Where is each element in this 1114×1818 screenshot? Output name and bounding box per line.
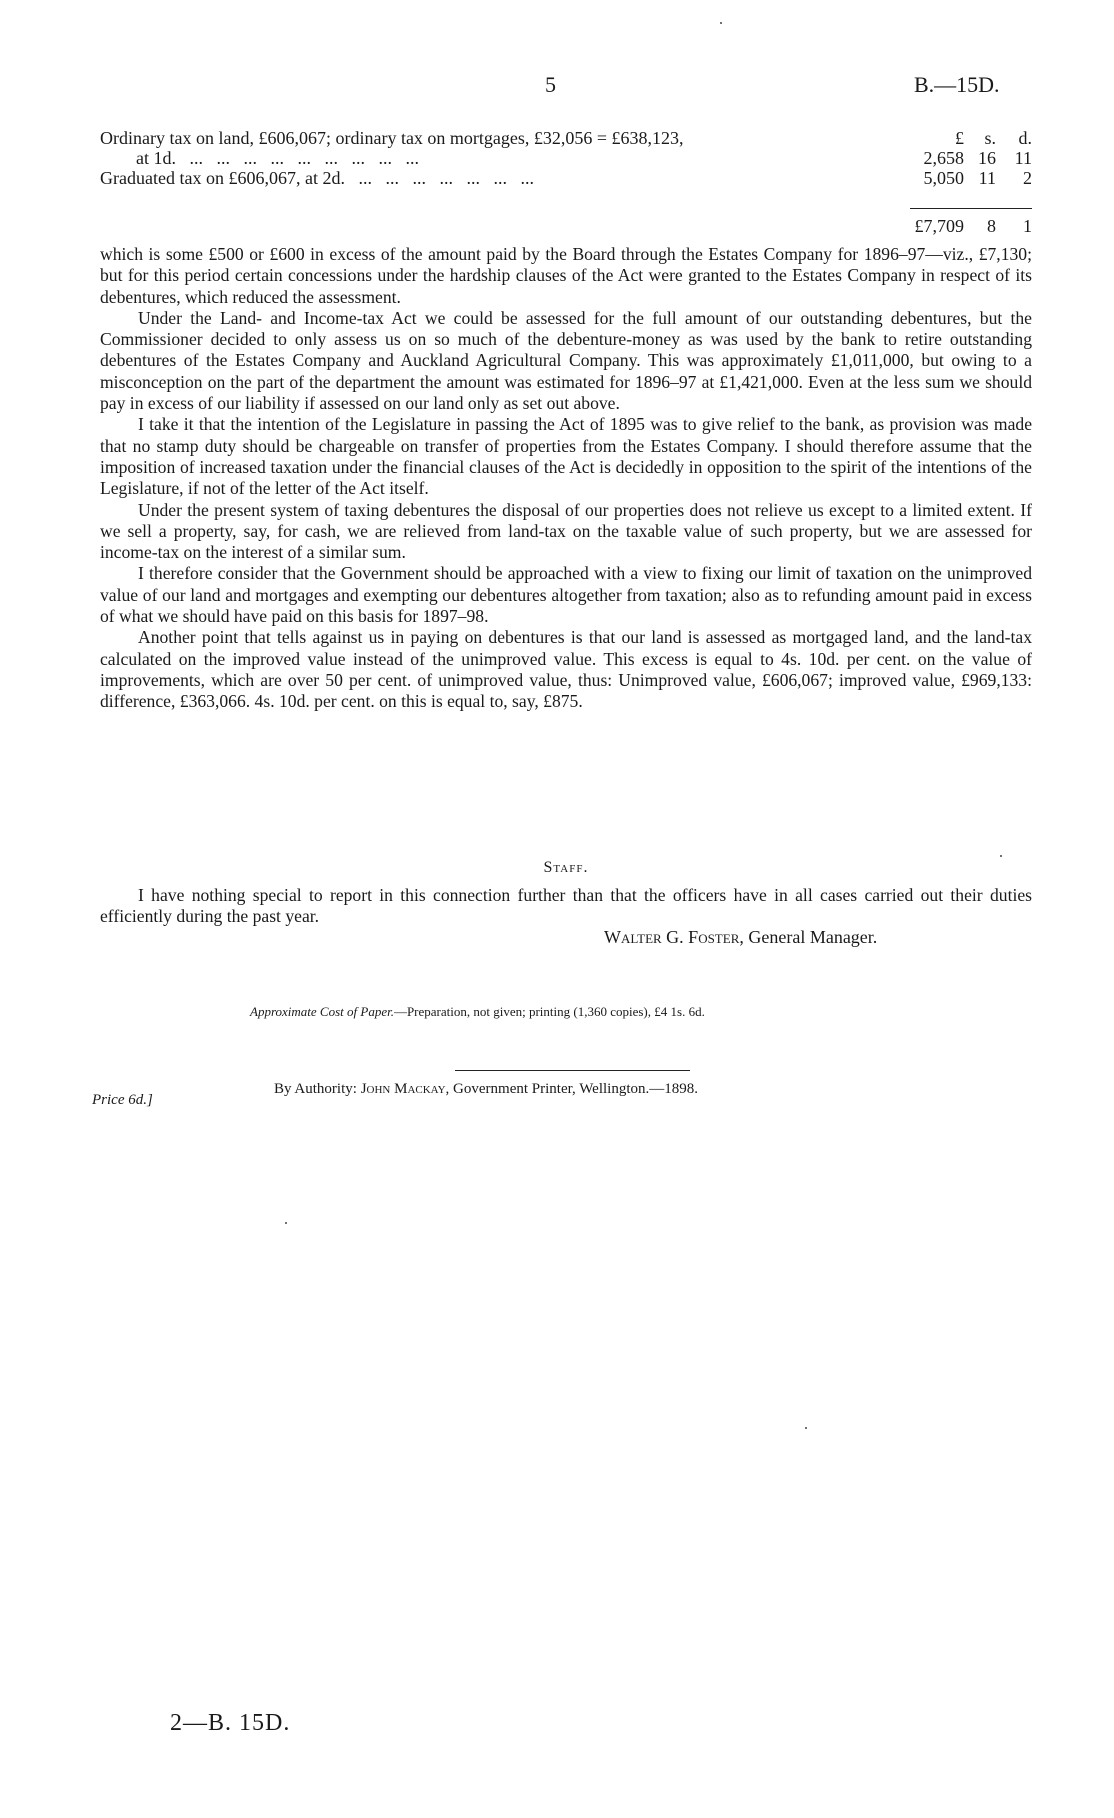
staff-heading: Staff. — [543, 859, 589, 876]
staff-paragraph: I have nothing special to report in this connection further than that the officers have in all cases carried out their duties efficiently during the past year. — [100, 885, 1032, 926]
tax-row-graduated-description: Graduated tax on £606,067, at 2d. ... ... ... ... ... ... ... — [100, 168, 534, 188]
currency-header-shillings: s. — [984, 128, 996, 148]
report-body — [100, 244, 1032, 713]
signature — [604, 927, 877, 948]
tax-row-ordinary-line2 — [100, 148, 1032, 168]
tax-graduated-shillings: 11 — [978, 168, 996, 188]
signature-mark: 2—B. 15D. — [170, 1710, 291, 1736]
tax-graduated-pence: 2 — [1023, 168, 1032, 188]
price: Price 6d.] — [92, 1092, 153, 1108]
tax-table — [100, 128, 1032, 188]
tax-row-ordinary-description: Ordinary tax on land, £606,067; ordinary tax on mortgages, £32,056 = £638,123, — [100, 128, 684, 148]
printer-name: John Mackay — [360, 1081, 446, 1097]
document-reference: B.—15D. — [914, 72, 1000, 97]
total-rule — [910, 208, 1032, 209]
cost-text: —Preparation, not given; printing (1,360 copies), £4 1s. 6d. — [393, 1004, 705, 1019]
signature-name: Walter G. Foster — [604, 927, 740, 947]
printer-authority — [274, 1081, 698, 1098]
tax-row-ordinary-continuation: at 1d. ... ... ... ... ... ... ... ... ... — [136, 148, 419, 168]
tax-row-ordinary-line1 — [100, 128, 1032, 148]
paragraph-mortgaged-land: Another point that tells against us in paying on debentures is that our land is assessed as mortgaged land, and the land-tax calculated on the improved value instead of the unimproved value. This excess is equal to 4s. 10d. per cent. on the value of improvements, which are over 50 per cent. of unimproved value, thus: Unimproved value, £606,067; improved value, £969,133: difference, £363,066. 4s. 10d. per cent. on this is equal to, say, £875. — [100, 627, 1032, 712]
tax-ordinary-pence: 11 — [1014, 148, 1032, 168]
signature-title: , General Manager. — [739, 927, 878, 947]
authority-suffix: , Government Printer, Wellington.—1898. — [445, 1081, 699, 1097]
paragraph-taxing-debentures: Under the present system of taxing debentures the disposal of our properties does not relieve us except to a limited extent. If we sell a property, say, for cash, we are relieved from land-tax on the taxable value of such property, but we are assessed for income-tax on the interest of a similar sum. — [100, 499, 1032, 563]
paragraph-estates-comparison: which is some £500 or £600 in excess of the amount paid by the Board through the Estates Company for 1896–97—viz., £7,130; but for this period certain concessions under the hardship clauses of the Act were granted to the Estates Company in respect of its debentures, which reduced the assessment. — [100, 244, 1032, 307]
cost-label: Approximate Cost of Paper. — [250, 1004, 394, 1019]
tax-total-shillings: 8 — [987, 216, 996, 236]
cost-of-paper — [250, 1004, 705, 1020]
authority-prefix: By Authority: — [274, 1081, 361, 1097]
paragraph-government-approach: I therefore consider that the Government should be approached with a view to fixing our limit of taxation on the unimproved value of our land and mortgages and exempting our debentures altogether from taxation; also as to refunding amount paid in excess of what we should have paid on this basis for 1897–98. — [100, 563, 1032, 627]
specks — [1000, 855, 1002, 857]
paragraph-legislature-intent: I take it that the intention of the Legislature in passing the Act of 1895 was to give relief to the bank, as provision was made that no stamp duty should be chargeable on transfer of properties from the Estates Company. I should therefore assume that the imposition of increased taxation under the financial clauses of the Act is decidedly in opposition to the spirit of the intentions of the Legislature, if not of the letter of the Act itself. — [100, 414, 1032, 499]
currency-header-pence: d. — [1018, 128, 1032, 148]
currency-header-pounds: £ — [955, 128, 964, 148]
tax-total-pence: 1 — [1023, 216, 1032, 236]
tax-total — [908, 216, 1032, 238]
authority-rule — [455, 1070, 690, 1071]
tax-ordinary-shillings: 16 — [978, 148, 996, 168]
tax-ordinary-pounds: 2,658 — [923, 148, 964, 168]
tax-total-pounds: £7,709 — [914, 216, 964, 236]
specks — [285, 1222, 287, 1224]
page-number: 5 — [545, 72, 556, 97]
tax-row-graduated — [100, 168, 1032, 188]
tax-graduated-pounds: 5,050 — [923, 168, 964, 188]
specks — [805, 1427, 807, 1429]
paragraph-land-income-tax: Under the Land- and Income-tax Act we could be assessed for the full amount of our outstanding debentures, but the Commissioner decided to only assess us on so much of the debenture-money as was used by the bank to retire outstanding debentures of the Estates Company and Auckland Agricultural Company. This was approximately £1,011,000, but owing to a misconception on the part of the department the amount was estimated for 1896–97 at £1,421,000. Even at the less sum we should pay in excess of our liability if assessed on our land only as set out above. — [100, 307, 1032, 414]
specks — [720, 22, 722, 24]
